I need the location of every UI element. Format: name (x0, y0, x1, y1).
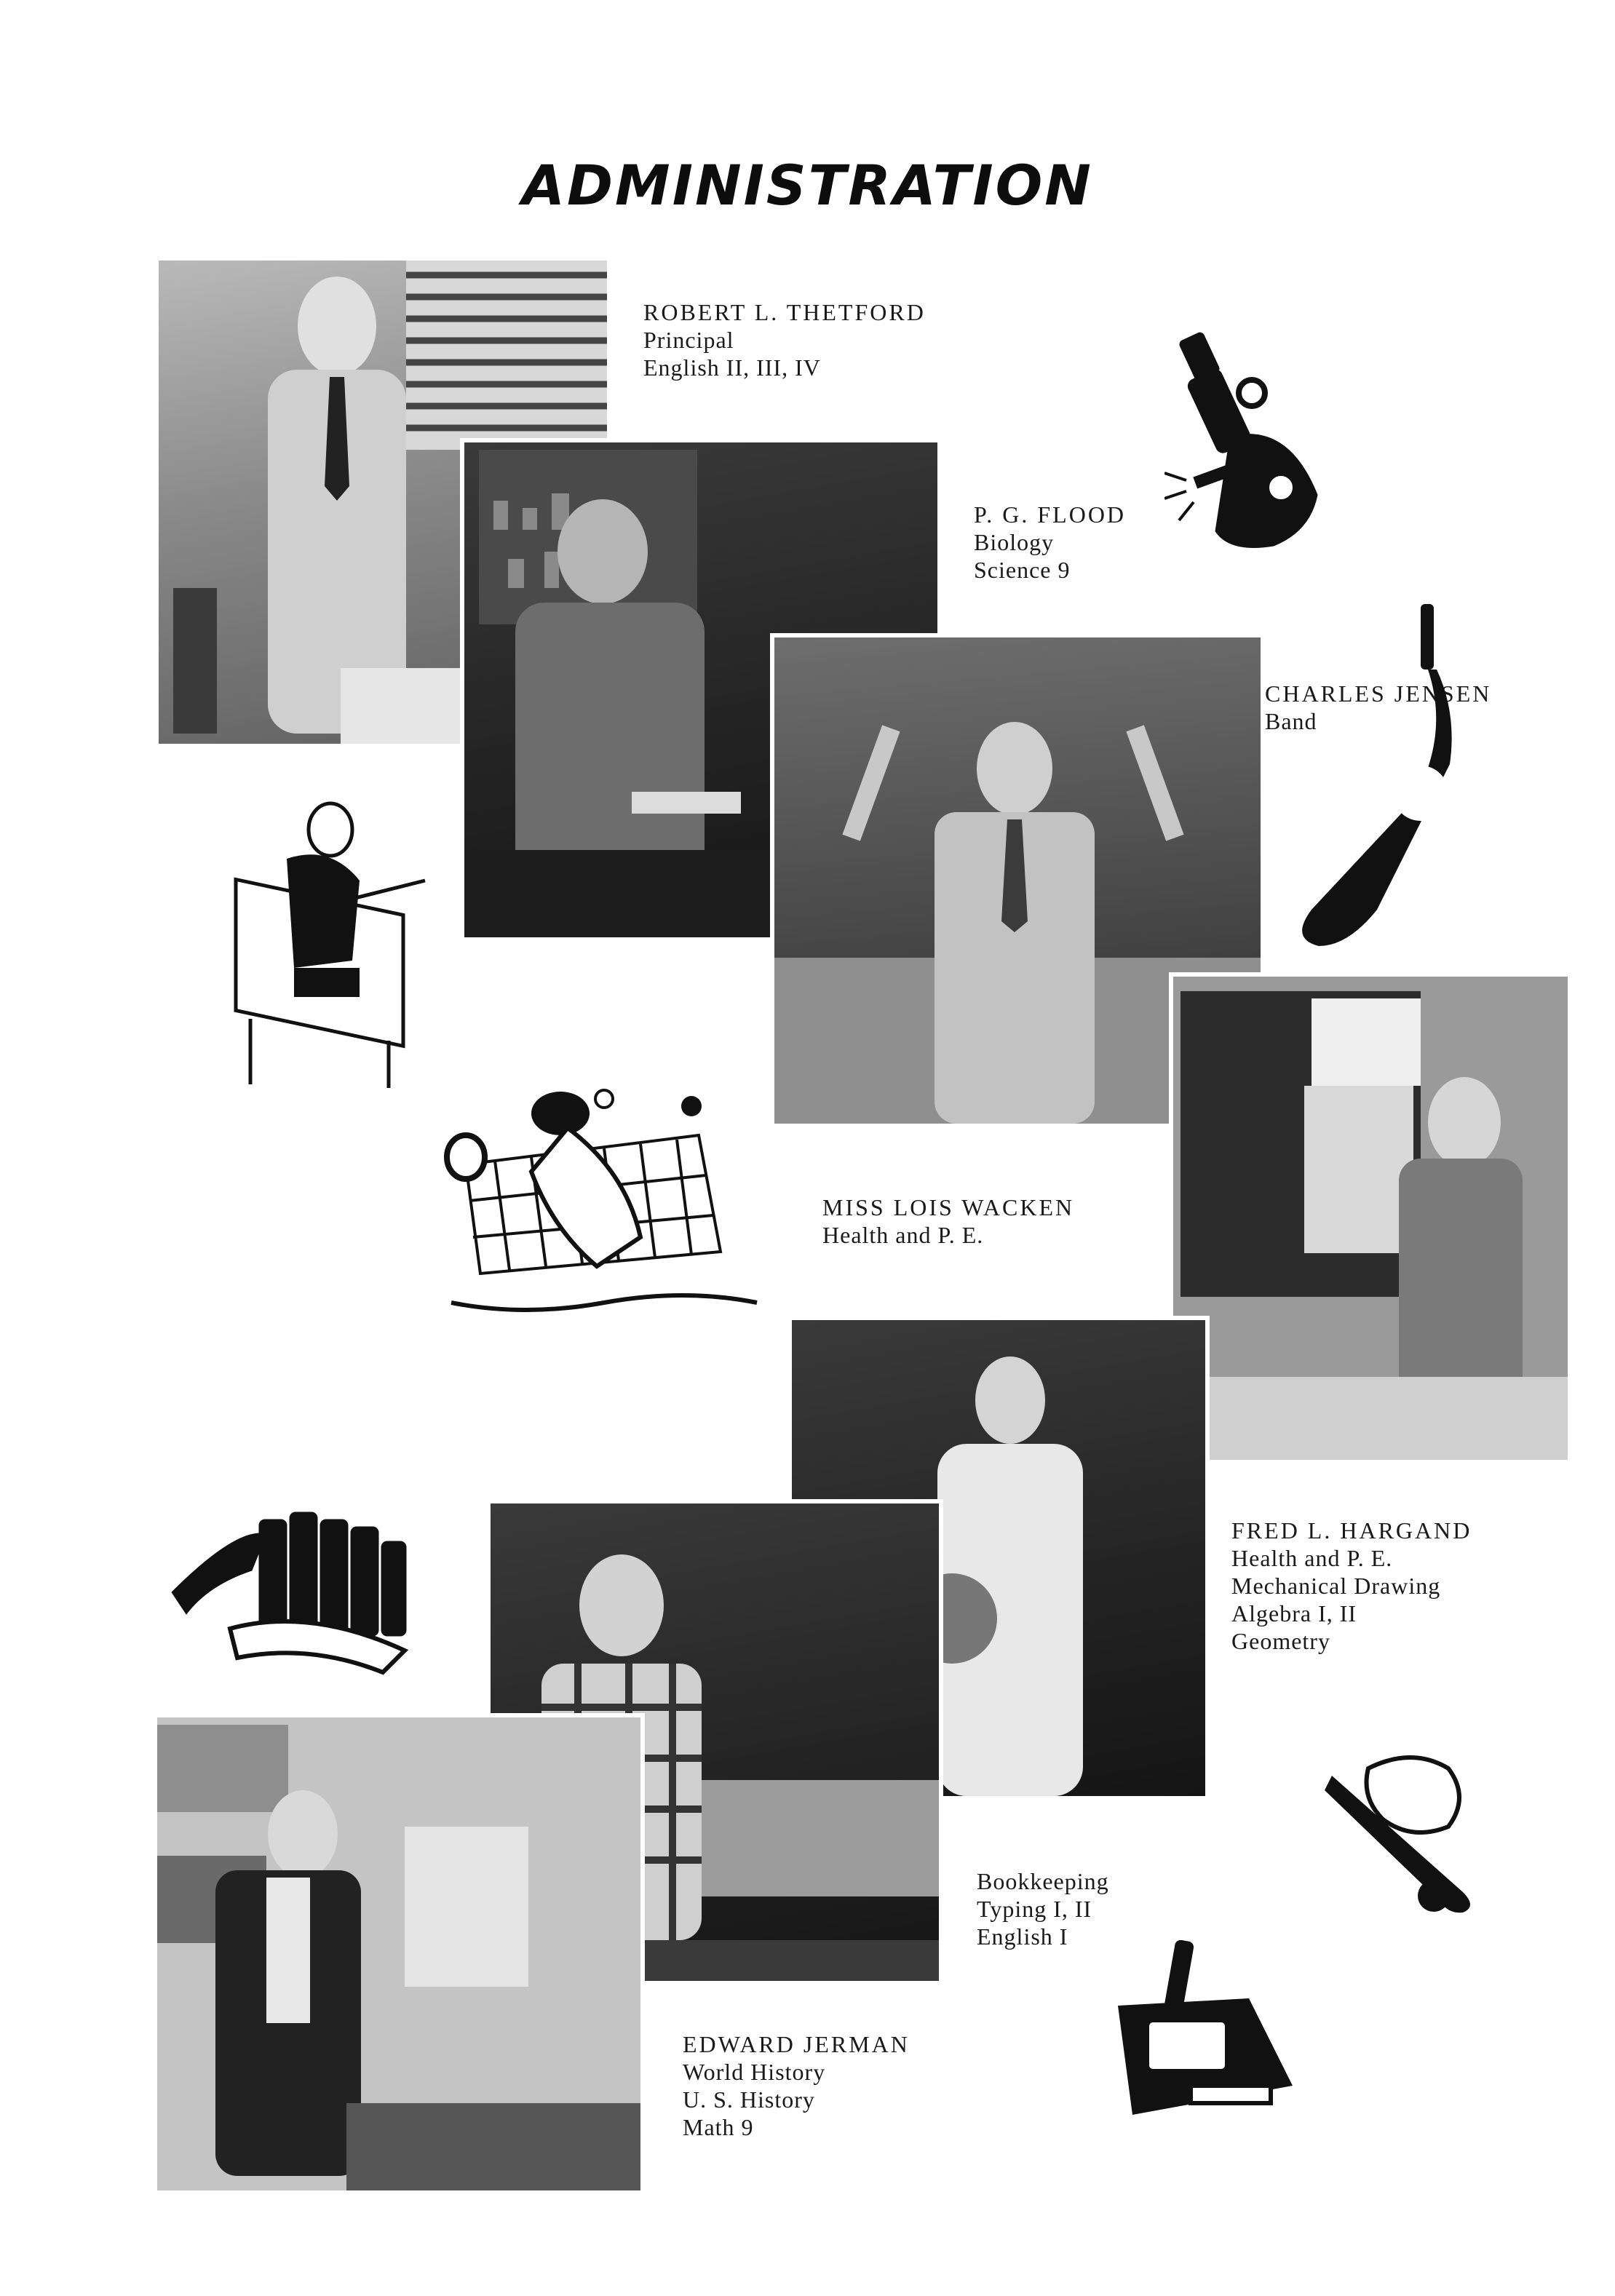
history-classroom (157, 1717, 640, 2190)
staff-subject: Bookkeeping (977, 1868, 1109, 1894)
staff-subject: Mechanical Drawing (1231, 1573, 1441, 1599)
staff-subject: Geometry (1231, 1628, 1330, 1654)
drafting-desk-icon (207, 801, 447, 1092)
staff-subject: Algebra I, II (1231, 1600, 1357, 1626)
caption-thetford (643, 298, 926, 381)
staff-subject: Math 9 (683, 2114, 754, 2140)
staff-subject: English II, III, IV (643, 354, 821, 381)
staff-subject: U. S. History (683, 2086, 815, 2113)
typewriter-icon (1103, 1940, 1307, 2129)
photo-wacken (1169, 972, 1572, 1464)
staff-name: MISS LOIS WACKEN (822, 1194, 1075, 1220)
caption-flood (974, 501, 1126, 584)
baseball-bat-icon (1325, 1747, 1492, 1921)
staff-name: P. G. FLOOD (974, 501, 1127, 528)
caption-hargand (1231, 1517, 1472, 1655)
staff-subject: Health and P. E. (1231, 1545, 1393, 1571)
staff-subject: Typing I, II (977, 1896, 1092, 1922)
staff-name: CHARLES JENSEN (1265, 680, 1492, 707)
caption-jerman (683, 2030, 910, 2141)
caption-bookkeeping (977, 1867, 1109, 1950)
staff-name: ROBERT L. THETFORD (643, 299, 926, 325)
microscope-icon (1164, 327, 1339, 568)
page-title: ADMINISTRATION (522, 153, 1093, 218)
staff-name: FRED L. HARGAND (1231, 1517, 1472, 1544)
staff-subject: Biology (974, 529, 1055, 555)
saxophone-icon (1268, 604, 1457, 953)
classroom-chalkboard (1173, 977, 1568, 1460)
tennis-player-icon (437, 1084, 771, 1332)
staff-subject: English I (977, 1923, 1068, 1950)
caption-wacken (822, 1193, 1074, 1249)
staff-subject: Health and P. E. (822, 1222, 984, 1248)
books-icon (164, 1483, 441, 1680)
photo-jerman (153, 1713, 645, 2195)
staff-subject: Science 9 (974, 557, 1071, 583)
staff-name: EDWARD JERMAN (683, 2031, 910, 2057)
staff-subject: World History (683, 2059, 826, 2085)
staff-role: Principal (643, 327, 734, 353)
staff-subject: Band (1265, 708, 1317, 734)
